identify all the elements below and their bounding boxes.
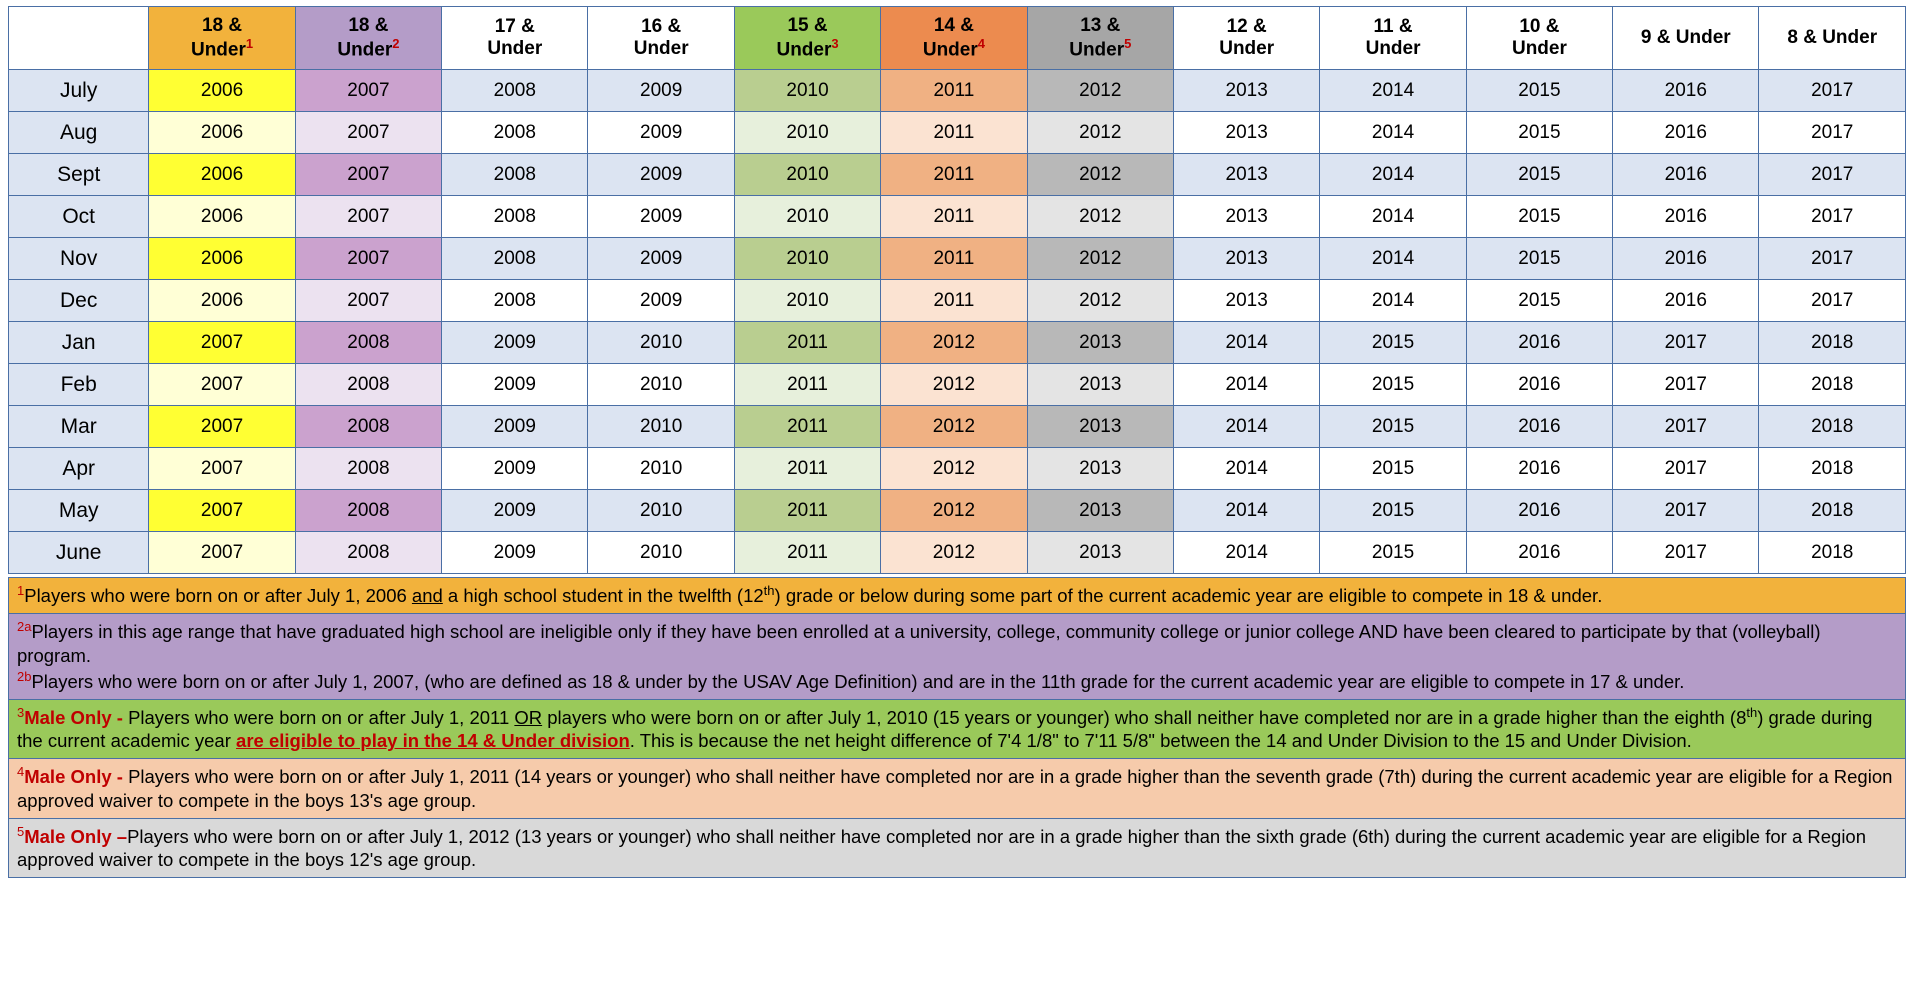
cell-d18b: 2007 <box>295 112 441 154</box>
row-header-month: Mar <box>9 406 149 448</box>
footnote-3-text-b: players who were born on or after July 1, 2010 (15 years or younger) who shall neither have completed nor are in a grade higher than the eighth (8 <box>542 707 1747 729</box>
cell-d15: 2011 <box>734 448 880 490</box>
cell-d8: 2018 <box>1759 448 1906 490</box>
cell-d9: 2016 <box>1613 196 1759 238</box>
cell-d17: 2008 <box>442 280 588 322</box>
cell-d9: 2017 <box>1613 322 1759 364</box>
cell-d18a: 2007 <box>149 364 295 406</box>
cell-d16: 2010 <box>588 364 734 406</box>
column-header-line1: 11 & <box>1373 16 1413 38</box>
cell-d16: 2009 <box>588 196 734 238</box>
cell-d12: 2013 <box>1173 196 1319 238</box>
row-header-month: Apr <box>9 448 149 490</box>
cell-d13: 2012 <box>1027 280 1173 322</box>
column-header-line2: Under <box>1511 38 1567 59</box>
cell-d15: 2011 <box>734 490 880 532</box>
cell-d10: 2015 <box>1466 196 1612 238</box>
column-header-line1: 8 & Under <box>1787 27 1878 49</box>
cell-d14: 2012 <box>881 532 1027 574</box>
cell-d18b: 2008 <box>295 364 441 406</box>
cell-d12: 2013 <box>1173 154 1319 196</box>
cell-d10: 2015 <box>1466 70 1612 112</box>
column-header-d18a <box>149 7 295 70</box>
cell-d15: 2010 <box>734 112 880 154</box>
cell-d10: 2016 <box>1466 322 1612 364</box>
cell-d18b: 2008 <box>295 448 441 490</box>
cell-d16: 2010 <box>588 322 734 364</box>
footnote-3-text-c: ) grade during the current academic year <box>17 707 1873 752</box>
footnote-3-text-d: . This is because the net height difference of 7'4 1/8" to 7'11 5/8" between the 14 and Under Division to the 15 and Under Division. <box>629 730 1692 752</box>
footnote-5 <box>8 819 1906 878</box>
row-header-month: Aug <box>9 112 149 154</box>
cell-d18b: 2008 <box>295 406 441 448</box>
row-header-month: July <box>9 70 149 112</box>
cell-d8: 2017 <box>1759 70 1906 112</box>
table-row <box>9 70 1906 112</box>
column-header-line2: Under$^3$ <box>776 35 839 61</box>
cell-d18a: 2006 <box>149 70 295 112</box>
footnote-2 <box>8 614 1906 700</box>
cell-d10: 2015 <box>1466 112 1612 154</box>
cell-d14: 2012 <box>881 448 1027 490</box>
column-header-footnote-marker: 5 <box>1124 35 1132 51</box>
cell-d8: 2017 <box>1759 196 1906 238</box>
cell-d13: 2013 <box>1027 532 1173 574</box>
cell-d17: 2009 <box>442 532 588 574</box>
row-header-month: Dec <box>9 280 149 322</box>
table-row <box>9 238 1906 280</box>
cell-d8: 2018 <box>1759 322 1906 364</box>
cell-d15: 2011 <box>734 406 880 448</box>
cell-d14: 2012 <box>881 490 1027 532</box>
column-header-d16 <box>588 7 734 70</box>
footnote-2b-text: Players who were born on or after July 1, 2007, (who are defined as 18 & under by the USAV Age Definition) and are in the 11th grade for the current academic year are eligible to compete in 17 & under. <box>31 670 1685 692</box>
column-header-line2: Under <box>633 38 689 59</box>
cell-d8: 2018 <box>1759 406 1906 448</box>
cell-d9: 2017 <box>1613 490 1759 532</box>
cell-d14: 2012 <box>881 406 1027 448</box>
cell-d18a: 2006 <box>149 154 295 196</box>
footnote-2a-marker: 2a <box>17 619 32 635</box>
column-header-d11 <box>1320 7 1466 70</box>
cell-d18a: 2006 <box>149 196 295 238</box>
table-body <box>9 70 1906 574</box>
cell-d8: 2018 <box>1759 532 1906 574</box>
cell-d11: 2015 <box>1320 322 1466 364</box>
cell-d17: 2008 <box>442 70 588 112</box>
cell-d12: 2014 <box>1173 322 1319 364</box>
footnote-1-text-b: a high school student in the twelfth (12 <box>442 585 764 607</box>
column-header-line1: 17 & <box>494 16 535 38</box>
cell-d9: 2017 <box>1613 364 1759 406</box>
cell-d13: 2013 <box>1027 364 1173 406</box>
cell-d10: 2015 <box>1466 280 1612 322</box>
cell-d11: 2015 <box>1320 364 1466 406</box>
column-header-line1: 14 & <box>933 14 974 36</box>
cell-d13: 2013 <box>1027 406 1173 448</box>
cell-d18a: 2007 <box>149 448 295 490</box>
column-header-d10 <box>1466 7 1612 70</box>
cell-d9: 2016 <box>1613 154 1759 196</box>
cell-d10: 2016 <box>1466 490 1612 532</box>
column-header-line1: 12 & <box>1226 16 1267 38</box>
footnote-1 <box>8 577 1906 614</box>
footnote-4-male-only: Male Only - <box>24 766 129 788</box>
footnote-3-male-only: Male Only - <box>24 707 129 729</box>
column-header-d18b <box>295 7 441 70</box>
footnotes <box>8 577 1906 878</box>
row-header-month: May <box>9 490 149 532</box>
footnote-1-text-a: Players who were born on or after July 1, 2006 <box>24 585 412 607</box>
cell-d9: 2017 <box>1613 448 1759 490</box>
cell-d10: 2015 <box>1466 238 1612 280</box>
column-header-line2: Under <box>487 38 543 59</box>
cell-d11: 2014 <box>1320 112 1466 154</box>
column-header-line1: 15 & <box>787 14 828 36</box>
cell-d18a: 2007 <box>149 322 295 364</box>
footnote-2b-marker: 2b <box>17 668 32 684</box>
row-header-month: Oct <box>9 196 149 238</box>
cell-d16: 2009 <box>588 112 734 154</box>
column-header-d9 <box>1613 7 1759 70</box>
cell-d17: 2009 <box>442 490 588 532</box>
footnote-3-marker: 3 <box>17 704 25 720</box>
cell-d13: 2013 <box>1027 448 1173 490</box>
cell-d14: 2012 <box>881 322 1027 364</box>
cell-d15: 2011 <box>734 322 880 364</box>
cell-d11: 2014 <box>1320 196 1466 238</box>
cell-d17: 2008 <box>442 112 588 154</box>
cell-d17: 2008 <box>442 154 588 196</box>
cell-d13: 2012 <box>1027 238 1173 280</box>
footnote-5-marker: 5 <box>17 823 25 839</box>
cell-d15: 2011 <box>734 364 880 406</box>
cell-d18a: 2007 <box>149 532 295 574</box>
cell-d14: 2011 <box>881 154 1027 196</box>
cell-d15: 2010 <box>734 196 880 238</box>
footnote-4-text: Players who were born on or after July 1, 2011 (14 years or younger) who shall neither have completed nor are in a grade higher than the seventh grade (7th) during the current academic year are eligible for a Region approved waiver to compete in the boys 13's age group. <box>17 766 1893 811</box>
table-row <box>9 490 1906 532</box>
row-header-month: Feb <box>9 364 149 406</box>
cell-d14: 2011 <box>881 70 1027 112</box>
column-header-line2: Under <box>1365 38 1421 59</box>
cell-d9: 2016 <box>1613 238 1759 280</box>
table-row <box>9 196 1906 238</box>
cell-d17: 2009 <box>442 364 588 406</box>
cell-d11: 2015 <box>1320 490 1466 532</box>
cell-d10: 2016 <box>1466 532 1612 574</box>
cell-d17: 2009 <box>442 448 588 490</box>
footnote-5-text: Players who were born on or after July 1, 2012 (13 years or younger) who shall neither have completed nor are in a grade higher than the sixth grade (6th) during the current academic year are eligible for a Region approved waiver to compete in the boys 12's age group. <box>17 825 1867 871</box>
table-row <box>9 322 1906 364</box>
cell-d16: 2010 <box>588 532 734 574</box>
cell-d14: 2011 <box>881 280 1027 322</box>
cell-d12: 2014 <box>1173 364 1319 406</box>
column-header-footnote-marker: 1 <box>245 35 254 51</box>
column-header-d13 <box>1027 7 1173 70</box>
cell-d9: 2016 <box>1613 112 1759 154</box>
column-header-footnote-marker: 3 <box>831 35 839 51</box>
cell-d18a: 2007 <box>149 490 295 532</box>
cell-d16: 2009 <box>588 238 734 280</box>
column-header-d14 <box>881 7 1027 70</box>
column-header-line2: Under$^1$ <box>190 35 254 61</box>
cell-d16: 2009 <box>588 70 734 112</box>
column-header-line1: 9 & Under <box>1640 27 1731 49</box>
cell-d10: 2016 <box>1466 448 1612 490</box>
footnote-4 <box>8 759 1906 818</box>
cell-d11: 2014 <box>1320 154 1466 196</box>
cell-d14: 2011 <box>881 112 1027 154</box>
column-header-line2: Under$^5$ <box>1069 35 1132 61</box>
footnote-1-underlined: and <box>411 585 443 607</box>
cell-d15: 2010 <box>734 238 880 280</box>
footnote-2a-text: Players in this age range that have graduated high school are ineligible only if they have been enrolled at a university, college, community college or junior college AND have been cleared to participate by that (volleyball) program. <box>17 621 1821 666</box>
cell-d12: 2013 <box>1173 238 1319 280</box>
column-header-line1: 18 & <box>201 14 243 36</box>
footnote-1-sup-th: th <box>763 583 775 598</box>
cell-d12: 2013 <box>1173 112 1319 154</box>
cell-d17: 2008 <box>442 238 588 280</box>
row-header-month: Jan <box>9 322 149 364</box>
cell-d9: 2017 <box>1613 406 1759 448</box>
cell-d17: 2008 <box>442 196 588 238</box>
cell-d15: 2010 <box>734 280 880 322</box>
column-header-footnote-marker: 2 <box>392 35 400 51</box>
cell-d18b: 2007 <box>295 154 441 196</box>
column-header-footnote-marker: 4 <box>977 35 985 51</box>
cell-d18b: 2007 <box>295 280 441 322</box>
footnote-4-marker: 4 <box>17 764 25 780</box>
table-row <box>9 154 1906 196</box>
row-header-month: Sept <box>9 154 149 196</box>
column-header-line1: 13 & <box>1080 14 1121 36</box>
cell-d15: 2011 <box>734 532 880 574</box>
table-header <box>9 7 1906 70</box>
cell-d17: 2009 <box>442 322 588 364</box>
column-header-d8 <box>1759 7 1906 70</box>
age-division-table <box>8 6 1906 574</box>
footnote-3-underlined-or: OR <box>514 707 543 729</box>
cell-d10: 2016 <box>1466 406 1612 448</box>
cell-d13: 2012 <box>1027 70 1173 112</box>
cell-d17: 2009 <box>442 406 588 448</box>
cell-d18b: 2007 <box>295 196 441 238</box>
footnote-1-text-c: ) grade or below during some part of the current academic year are eligible to compete in 18 & under. <box>774 585 1603 607</box>
row-header-month: June <box>9 532 149 574</box>
table-row <box>9 448 1906 490</box>
footnote-3-highlight: are eligible to play in the 14 & Under division <box>236 730 630 752</box>
cell-d14: 2012 <box>881 364 1027 406</box>
cell-d12: 2014 <box>1173 490 1319 532</box>
cell-d12: 2013 <box>1173 280 1319 322</box>
cell-d9: 2016 <box>1613 70 1759 112</box>
cell-d8: 2017 <box>1759 238 1906 280</box>
column-header-line2: Under$^2$ <box>337 35 400 61</box>
cell-d13: 2013 <box>1027 490 1173 532</box>
cell-d10: 2015 <box>1466 154 1612 196</box>
cell-d12: 2014 <box>1173 532 1319 574</box>
footnote-1-marker: 1 <box>17 583 25 598</box>
cell-d18b: 2008 <box>295 532 441 574</box>
cell-d11: 2014 <box>1320 238 1466 280</box>
header-row <box>9 7 1906 70</box>
cell-d14: 2011 <box>881 238 1027 280</box>
cell-d18b: 2007 <box>295 238 441 280</box>
cell-d18a: 2007 <box>149 406 295 448</box>
table-row <box>9 112 1906 154</box>
cell-d16: 2010 <box>588 406 734 448</box>
cell-d10: 2016 <box>1466 364 1612 406</box>
cell-d8: 2017 <box>1759 154 1906 196</box>
cell-d8: 2018 <box>1759 364 1906 406</box>
table-corner-cell <box>9 7 149 70</box>
footnote-3-text-a: Players who were born on or after July 1, 2011 <box>128 707 515 729</box>
column-header-d12 <box>1173 7 1319 70</box>
cell-d11: 2014 <box>1320 70 1466 112</box>
cell-d11: 2014 <box>1320 280 1466 322</box>
cell-d12: 2013 <box>1173 70 1319 112</box>
column-header-line1: 18 & <box>348 14 389 36</box>
cell-d8: 2017 <box>1759 280 1906 322</box>
cell-d18a: 2006 <box>149 280 295 322</box>
footnote-3 <box>8 700 1906 759</box>
table-row <box>9 364 1906 406</box>
cell-d11: 2015 <box>1320 406 1466 448</box>
cell-d13: 2012 <box>1027 112 1173 154</box>
table-row <box>9 532 1906 574</box>
cell-d9: 2017 <box>1613 532 1759 574</box>
cell-d18a: 2006 <box>149 238 295 280</box>
cell-d13: 2012 <box>1027 196 1173 238</box>
column-header-d15 <box>734 7 880 70</box>
column-header-line2: Under$^4$ <box>922 35 985 61</box>
footnote-3-sup-th: th <box>1746 704 1758 720</box>
cell-d12: 2014 <box>1173 406 1319 448</box>
table-row <box>9 280 1906 322</box>
cell-d11: 2015 <box>1320 448 1466 490</box>
cell-d13: 2013 <box>1027 322 1173 364</box>
cell-d13: 2012 <box>1027 154 1173 196</box>
table-row <box>9 406 1906 448</box>
row-header-month: Nov <box>9 238 149 280</box>
cell-d18b: 2007 <box>295 70 441 112</box>
cell-d16: 2010 <box>588 490 734 532</box>
cell-d12: 2014 <box>1173 448 1319 490</box>
cell-d15: 2010 <box>734 154 880 196</box>
column-header-line1: 16 & <box>641 16 682 38</box>
cell-d18a: 2006 <box>149 112 295 154</box>
column-header-line2: Under <box>1219 38 1275 59</box>
cell-d18b: 2008 <box>295 490 441 532</box>
cell-d8: 2017 <box>1759 112 1906 154</box>
cell-d11: 2015 <box>1320 532 1466 574</box>
column-header-line1: 10 & <box>1519 16 1560 38</box>
cell-d14: 2011 <box>881 196 1027 238</box>
column-header-d17 <box>442 7 588 70</box>
cell-d16: 2009 <box>588 154 734 196</box>
cell-d8: 2018 <box>1759 490 1906 532</box>
cell-d18b: 2008 <box>295 322 441 364</box>
cell-d16: 2009 <box>588 280 734 322</box>
cell-d15: 2010 <box>734 70 880 112</box>
cell-d16: 2010 <box>588 448 734 490</box>
cell-d9: 2016 <box>1613 280 1759 322</box>
footnote-5-male-only: Male Only – <box>24 825 128 847</box>
